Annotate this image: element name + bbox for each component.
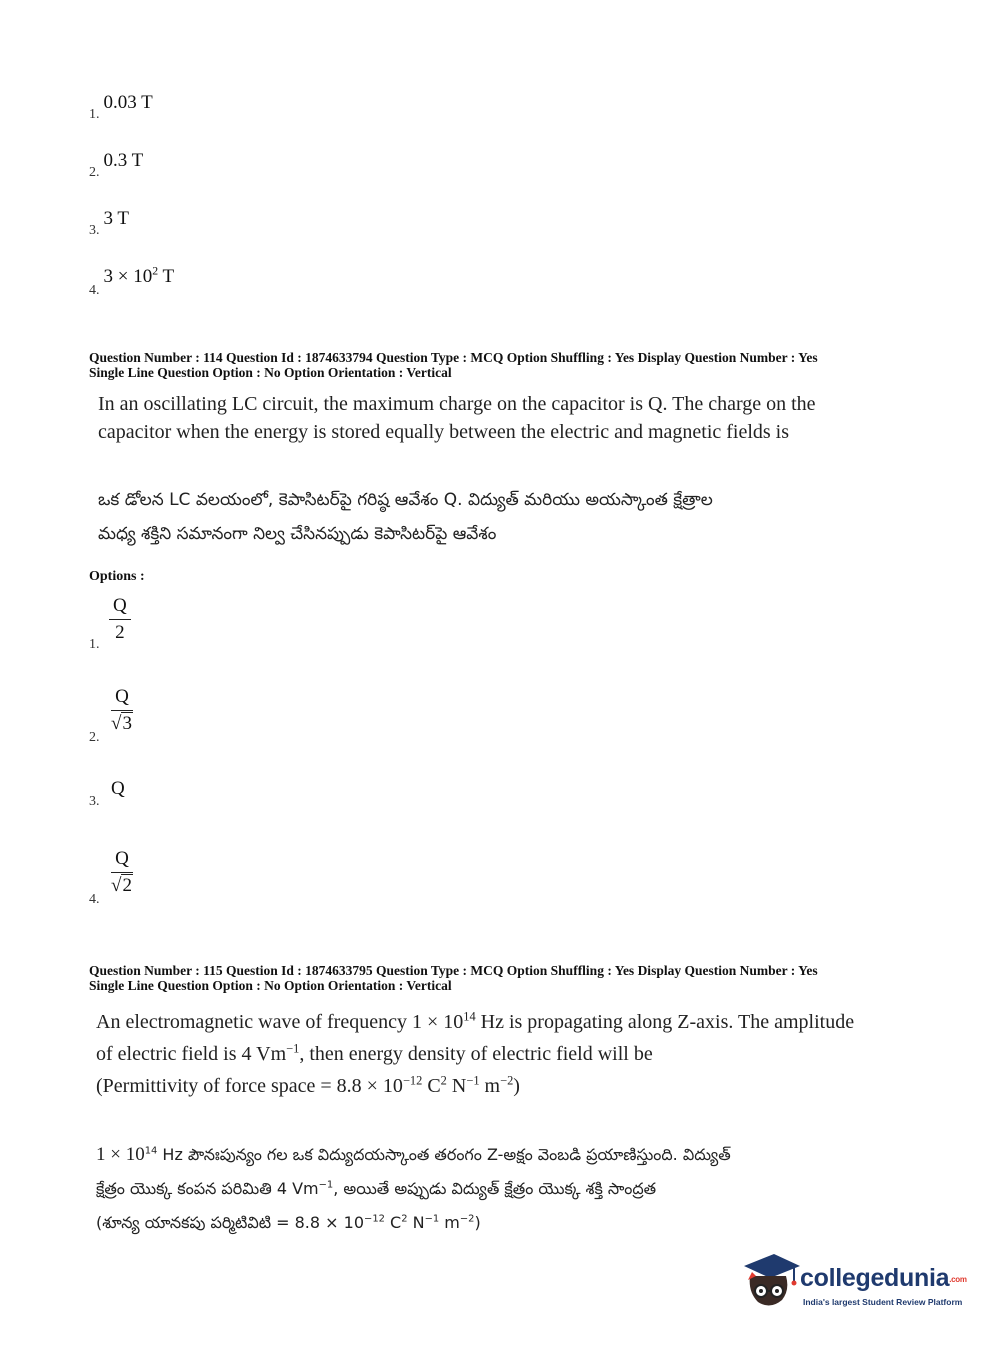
q114-meta-line1: Question Number : 114 Question Id : 1874633794 Question Type : MCQ Option Shuffling : Yes Display Question Number : Yes bbox=[89, 350, 818, 365]
q114-english-line1: In an oscillating LC circuit, the maximum charge on the capacitor is Q. The charge on the bbox=[98, 393, 816, 415]
q114-options-label: Options : bbox=[89, 569, 145, 584]
text-run: m bbox=[479, 1075, 501, 1097]
collegedunia-logo[interactable] bbox=[740, 1250, 980, 1310]
fraction bbox=[111, 686, 133, 735]
option-number: 3. bbox=[89, 223, 100, 238]
q114-meta bbox=[89, 350, 818, 380]
superscript: −12 bbox=[402, 1073, 423, 1088]
text-run: N bbox=[407, 1213, 425, 1232]
text-run: Hz పౌనఃపున్యం గల ఒక విద్యుదయస్కాంత తరంగం Z-అక్షం వెంబడి ప్రయాణిస్తుంది. విద్యుత్ bbox=[157, 1145, 731, 1164]
fraction bbox=[109, 595, 131, 644]
option-text: 3 T bbox=[103, 208, 130, 229]
superscript: −2 bbox=[459, 1213, 475, 1225]
text-run: 1 × 10 bbox=[96, 1144, 145, 1165]
superscript: −1 bbox=[318, 1179, 334, 1191]
option-number: 4. bbox=[89, 283, 100, 298]
text-run: C bbox=[384, 1213, 402, 1232]
text-run: క్షేత్రం యొక్క కంపన పరిమితి 4 Vm bbox=[96, 1179, 319, 1198]
q115-meta bbox=[89, 963, 818, 993]
fraction-numerator: Q bbox=[109, 595, 131, 620]
q115-telugu-line1 bbox=[96, 1138, 731, 1172]
q115-meta-line2: Single Line Question Option : No Option Orientation : Vertical bbox=[89, 978, 452, 993]
prev-option-2 bbox=[89, 150, 144, 180]
q115-meta-line1: Question Number : 115 Question Id : 1874633795 Question Type : MCQ Option Shuffling : Yes Display Question Number : Yes bbox=[89, 963, 818, 978]
option-number: 2. bbox=[89, 165, 100, 180]
q114-telugu-line1: ఒక డోలన LC వలయంలో, కెపాసిటర్‌పై గరిష్ఠ ఆవేశం Q. విద్యుత్ మరియు అయస్కాంత క్షేత్రాల bbox=[98, 490, 713, 510]
option-text-base: 3 × 10 bbox=[103, 266, 153, 287]
q115-english-line2 bbox=[96, 1038, 854, 1070]
q114-english-text bbox=[98, 390, 816, 446]
fraction-numerator: Q bbox=[111, 848, 133, 873]
superscript: −1 bbox=[286, 1041, 300, 1056]
radicand: 2 bbox=[122, 875, 132, 896]
superscript: 14 bbox=[144, 1145, 158, 1157]
superscript: 14 bbox=[463, 1009, 476, 1024]
logo-tagline: India's largest Student Review Platform bbox=[803, 1297, 963, 1307]
text-run: N bbox=[446, 1075, 467, 1097]
text-run: (శూన్య యానకపు పర్మిటివిటి = 8.8 × 10 bbox=[96, 1213, 365, 1232]
text-run: of electric field is 4 Vm bbox=[96, 1043, 287, 1065]
superscript: 2 bbox=[401, 1213, 408, 1225]
fraction bbox=[111, 848, 133, 897]
option-text bbox=[104, 266, 175, 287]
sqrt-icon: √ bbox=[111, 713, 122, 734]
text-run: m bbox=[439, 1213, 460, 1232]
text-run: An electromagnetic wave of frequency 1 × 10 bbox=[96, 1011, 464, 1033]
q114-english-line2: capacitor when the energy is stored equally between the electric and magnetic fields is bbox=[98, 421, 790, 443]
superscript: −2 bbox=[500, 1073, 514, 1088]
text-run: ) bbox=[474, 1213, 481, 1232]
option-number: 2. bbox=[89, 730, 100, 745]
text-run: , then energy density of electric field will be bbox=[299, 1043, 653, 1065]
option-text-exponent: 2 bbox=[152, 264, 159, 278]
logo-wordmark bbox=[800, 1264, 967, 1293]
option-text: 0.03 T bbox=[103, 92, 153, 113]
fraction-denominator bbox=[111, 711, 133, 735]
q115-telugu-text bbox=[96, 1138, 731, 1240]
superscript: −1 bbox=[424, 1213, 440, 1225]
logo-suffix: .com bbox=[949, 1274, 967, 1284]
option-number: 1. bbox=[89, 637, 100, 652]
prev-option-3 bbox=[89, 208, 130, 238]
option-text: 0.3 T bbox=[103, 150, 144, 171]
fraction-denominator bbox=[111, 873, 133, 897]
prev-option-4 bbox=[89, 264, 175, 298]
mascot-icon bbox=[740, 1250, 802, 1310]
logo-name: collegedunia bbox=[800, 1264, 950, 1292]
option-number: 4. bbox=[89, 892, 100, 907]
q115-english-line1 bbox=[96, 1006, 854, 1038]
sqrt-icon: √ bbox=[111, 875, 122, 896]
prev-option-1 bbox=[89, 92, 153, 122]
superscript: −1 bbox=[466, 1073, 480, 1088]
text-run: C bbox=[422, 1075, 441, 1097]
option-text-unit: T bbox=[158, 266, 175, 287]
text-run: (Permittivity of force space = 8.8 × 10 bbox=[96, 1075, 403, 1097]
radicand: 3 bbox=[122, 713, 132, 734]
q115-english-text bbox=[96, 1006, 854, 1102]
q115-telugu-line3 bbox=[96, 1206, 731, 1240]
q114-telugu-line2: మధ్య శక్తిని సమానంగా నిల్వ చేసినప్పుడు కెపాసిటర్‌పై ఆవేశం bbox=[98, 524, 497, 544]
q115-telugu-line2 bbox=[96, 1172, 731, 1206]
fraction-denominator: 2 bbox=[115, 622, 125, 643]
text-run: ) bbox=[513, 1075, 520, 1097]
q115-english-line3 bbox=[96, 1070, 854, 1102]
q114-telugu-text bbox=[98, 483, 713, 551]
text-run: Hz is propagating along Z-axis. The amplitude bbox=[475, 1011, 855, 1033]
option-number: 1. bbox=[89, 107, 100, 122]
fraction-numerator: Q bbox=[111, 686, 133, 711]
option-text: Q bbox=[111, 778, 125, 799]
q114-meta-line2: Single Line Question Option : No Option Orientation : Vertical bbox=[89, 365, 452, 380]
superscript: 2 bbox=[440, 1073, 447, 1088]
text-run: , అయితే అప్పుడు విద్యుత్ క్షేత్రం యొక్క శక్తి సాంద్రత bbox=[333, 1179, 657, 1198]
superscript: −12 bbox=[364, 1213, 385, 1225]
option-number: 3. bbox=[89, 794, 100, 809]
